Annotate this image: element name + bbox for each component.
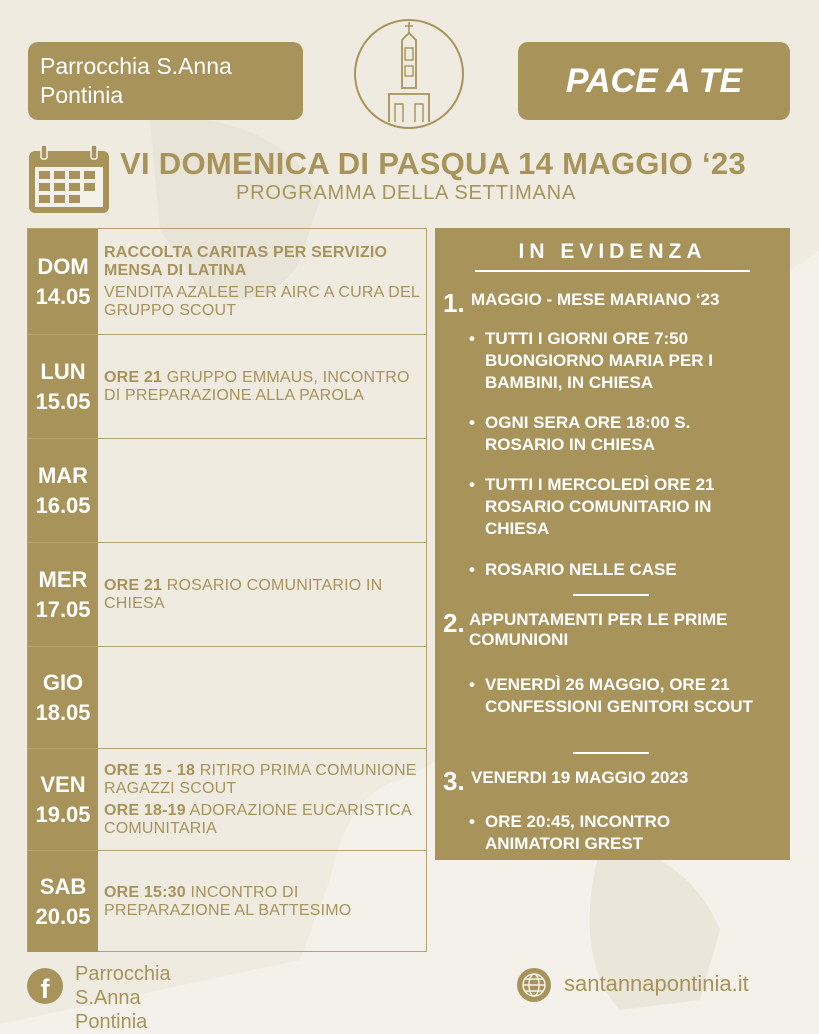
day-label [28,439,98,543]
event-time: ORE 18-19 [104,802,186,819]
event-time: ORE 21 [104,577,163,594]
event-time: ORE 15:30 [104,883,186,901]
event-text: INCONTRO DI PREPARAZIONE AL BATTESIMO [104,883,352,919]
facebook-label: Parrocchia S.Anna Pontinia [75,963,171,1033]
section-heading: MAGGIO - MESE MARIANO ‘23 [471,290,720,309]
calendar-icon [27,143,111,215]
highlights-title: IN EVIDENZA [518,240,707,263]
event-item [104,577,420,613]
schedule-row [28,542,426,647]
divider [475,270,750,272]
section-heading: VENERDI 19 MAGGIO 2023 [471,768,689,787]
day-name: DOM [37,253,89,279]
event-item [104,244,420,280]
event-time: ORE 15 - 18 [104,762,196,779]
page-title: VI DOMENICA DI PASQUA 14 MAGGIO ‘23 [120,146,747,181]
list-item: • TUTTI I MERCOLEDÌ ORE 21 ROSARIO COMUNITARIO IN CHIESA [469,475,715,538]
day-name: GIO [42,670,84,695]
day-date: 18.05 [35,700,91,725]
weekly-schedule [27,228,427,952]
schedule-row [28,438,426,543]
schedule-row [28,334,426,439]
day-events [104,229,420,334]
list-item: • OGNI SERA ORE 18:00 S. ROSARIO IN CHIESA [469,413,691,454]
event-time: ORE 21 [104,369,163,386]
day-date: 15.05 [35,389,91,414]
day-date: 17.05 [35,597,91,622]
section-number: 1. [443,288,465,318]
schedule-row [28,229,426,334]
day-name: LUN [40,359,86,384]
day-events [104,749,420,851]
day-date: 14.05 [35,283,91,309]
parish-name-badge: Parrocchia S.Anna Pontinia [28,42,303,120]
event-item [104,762,420,798]
day-date: 16.05 [35,493,91,518]
day-events [104,335,420,439]
event-time: RACCOLTA CARITAS PER SERVIZIO MENSA DI LATINA [104,243,388,279]
list-item: • TUTTI I GIORNI ORE 7:50 BUONGIORNO MARIA PER I BAMBINI, IN CHIESA [469,329,713,392]
highlights-panel [435,228,790,860]
section-number: 3. [443,766,465,796]
event-item [104,884,420,920]
day-events [104,543,420,647]
schedule-row [28,646,426,749]
globe-icon [516,967,552,1003]
event-text: ROSARIO COMUNITARIO IN CHIESA [104,577,383,612]
website-url: santannapontinia.it [564,971,749,996]
event-item [104,369,420,405]
day-date: 19.05 [35,802,91,827]
day-events [104,439,420,543]
schedule-row [28,850,426,952]
list-item: • ORE 20:45, INCONTRO ANIMATORI GREST [469,812,671,853]
day-label [28,749,98,851]
day-label [28,647,98,749]
day-label [28,335,98,439]
day-events [104,851,420,952]
day-name: SAB [39,873,87,899]
day-date: 20.05 [35,903,91,929]
divider [573,752,649,754]
section-heading: APPUNTAMENTI PER LE PRIME COMUNIONI [469,610,728,649]
day-name: MAR [37,463,89,488]
church-logo-icon [353,18,465,130]
day-name: VEN [40,772,86,797]
facebook-icon: f [27,968,63,1004]
section-number: 2. [443,608,465,638]
page-subtitle: PROGRAMMA DELLA SETTIMANA [236,182,577,204]
day-events [104,647,420,749]
list-item: • ROSARIO NELLE CASE [469,560,677,579]
list-item: • VENERDÌ 26 MAGGIO, ORE 21 CONFESSIONI GENITORI SCOUT [469,675,753,716]
event-text: VENDITA AZALEE PER AIRC A CURA DEL GRUPPO SCOUT [104,283,420,319]
event-item [104,284,420,320]
day-label [28,851,98,952]
event-item [104,802,420,838]
slogan-badge: PACE A TE [518,42,790,120]
event-text: ADORAZIONE EUCARISTICA COMUNITARIA [104,802,411,837]
divider [573,594,649,596]
day-label [28,229,98,334]
event-text: GRUPPO EMMAUS, INCONTRO DI PREPARAZIONE ALLA PAROLA [104,369,410,404]
schedule-row [28,748,426,851]
day-label [28,543,98,647]
event-text: RITIRO PRIMA COMUNIONE RAGAZZI SCOUT [104,762,417,797]
day-name: MER [38,567,88,592]
